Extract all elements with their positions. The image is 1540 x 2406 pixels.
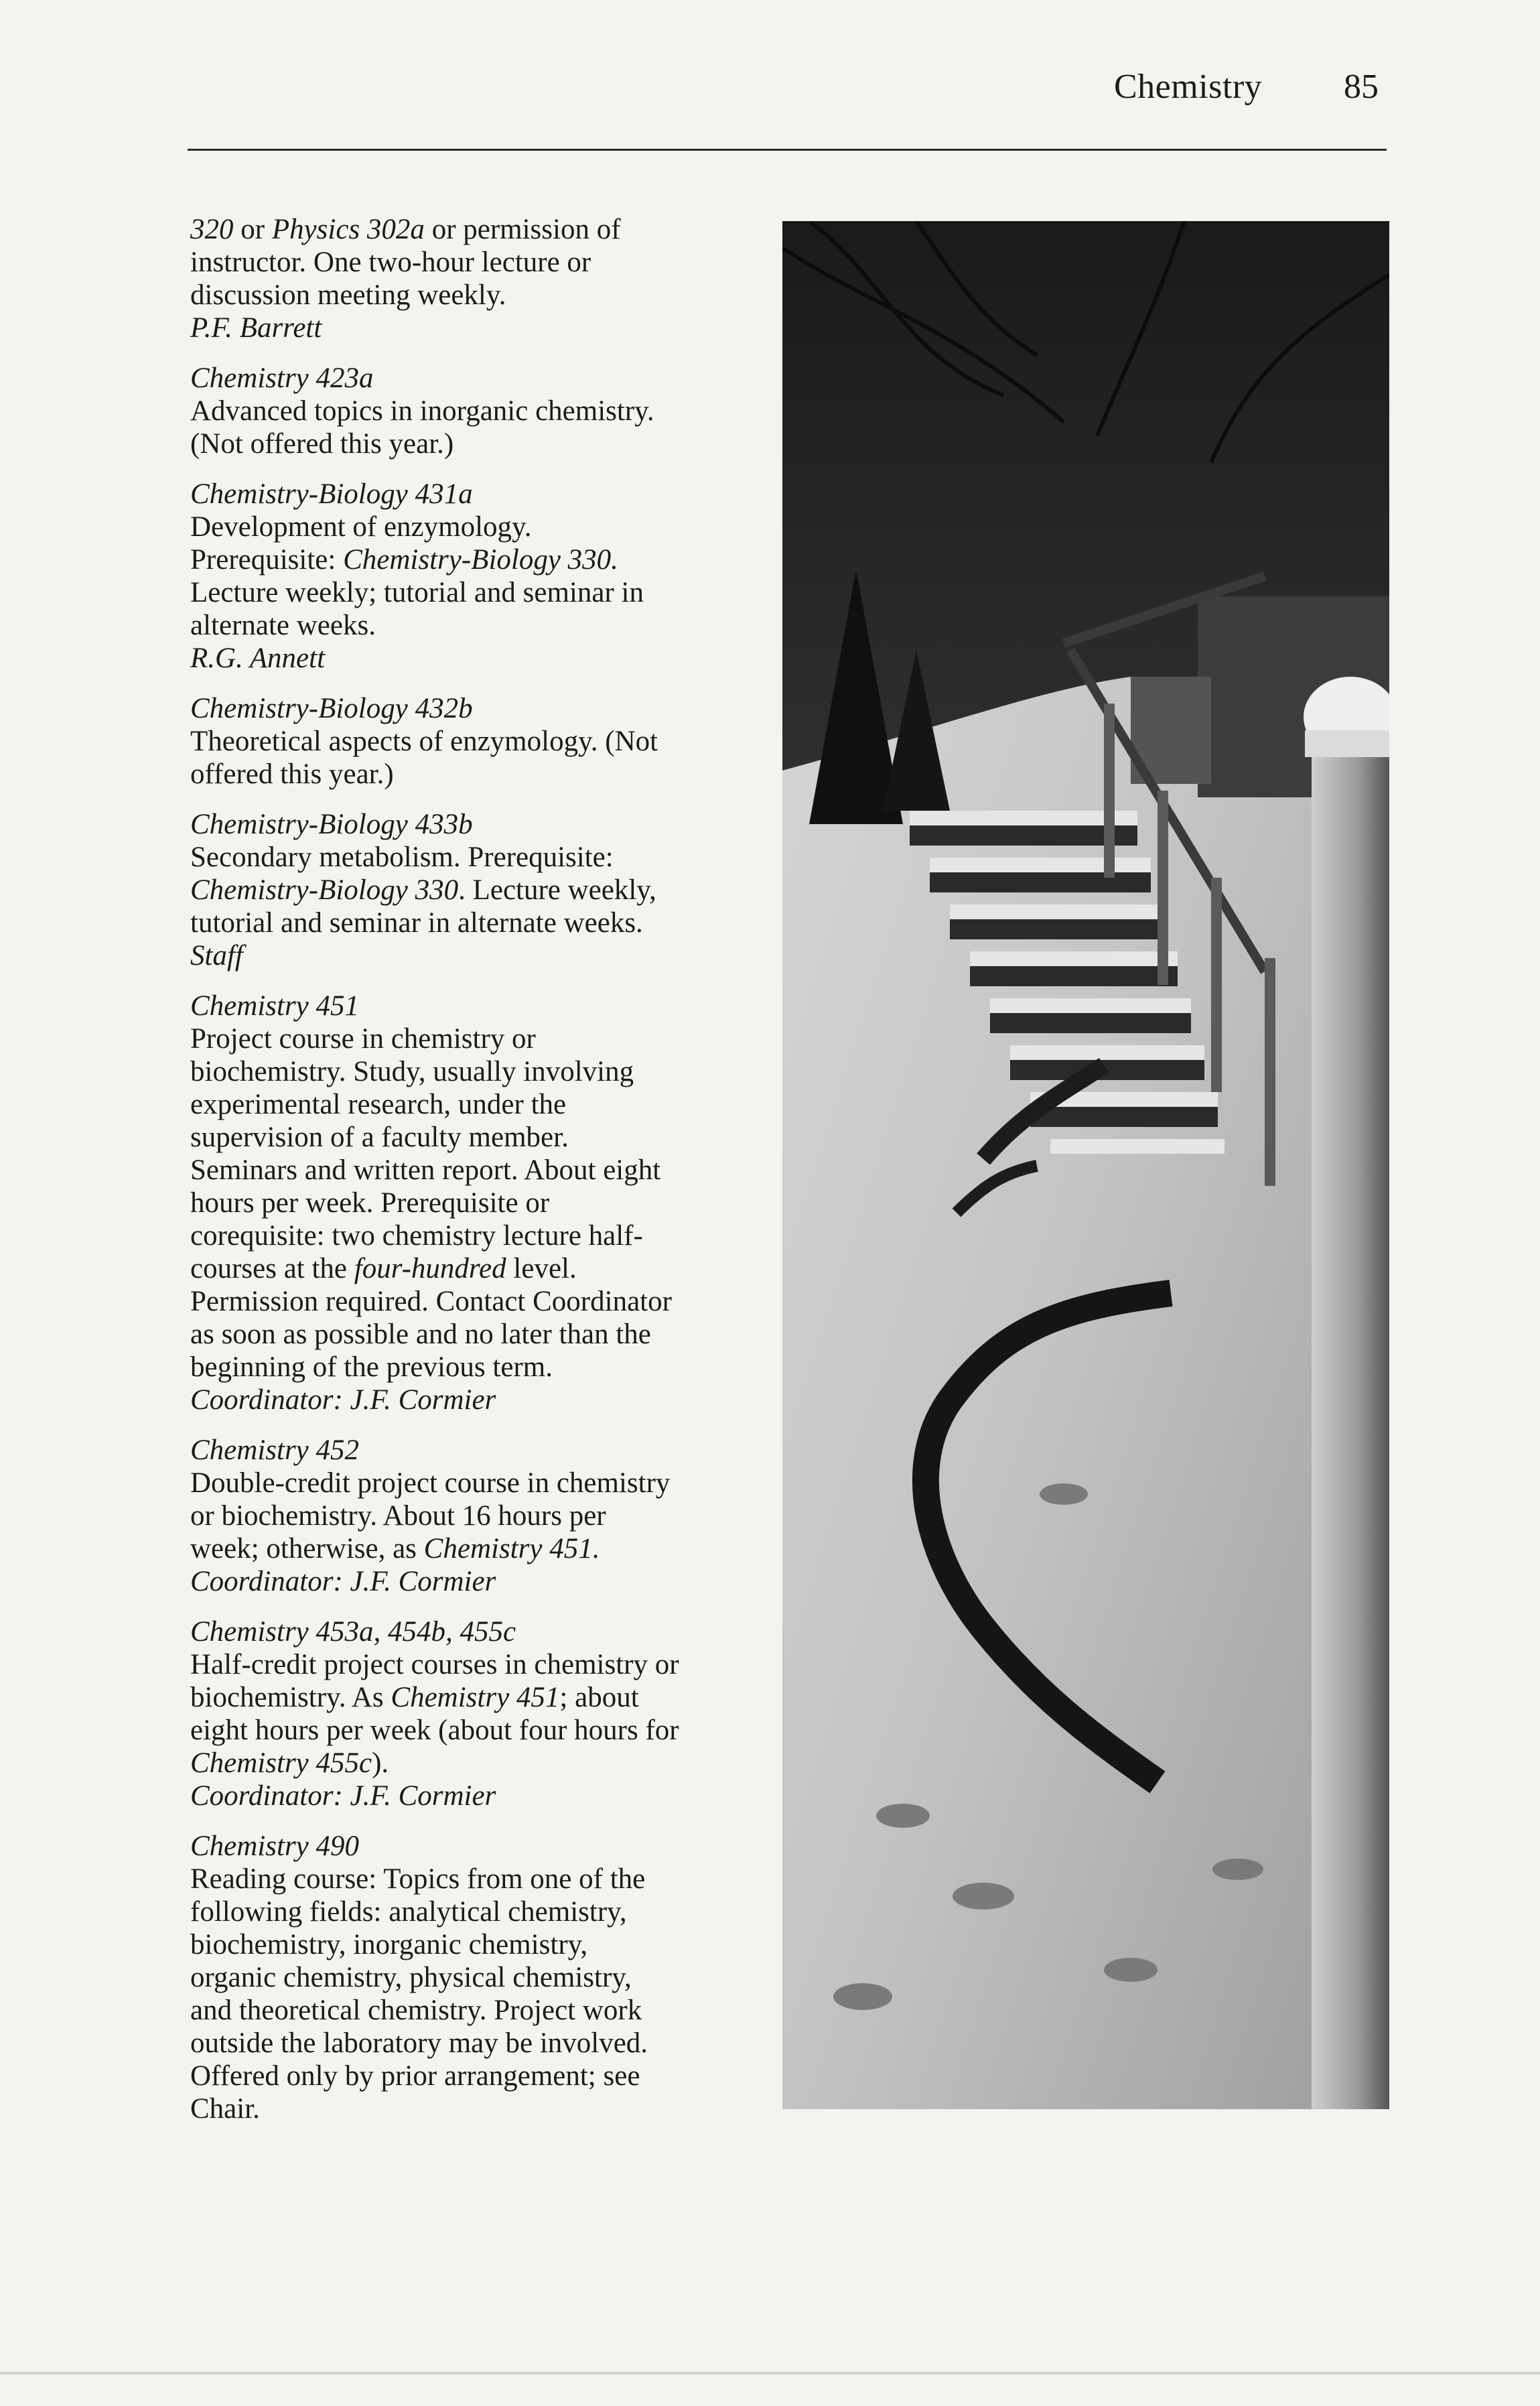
text-line <box>190 2092 780 2125</box>
text-line <box>190 427 780 460</box>
page-bottom-edge <box>0 2372 1540 2375</box>
text-line <box>190 1863 780 1895</box>
course-entry <box>190 1830 780 2125</box>
text-line <box>190 1351 780 1384</box>
italic-run: Chemistry 455c <box>190 1747 372 1779</box>
text-run: Secondary metabolism. Prerequisite: <box>190 842 614 873</box>
text-line <box>190 1747 780 1780</box>
text-line <box>190 939 780 972</box>
running-header-section: Chemistry <box>1114 68 1263 106</box>
text-run: following fields: analytical chemistry, <box>190 1896 627 1928</box>
italic-run: Coordinator: J.F. Cormier <box>190 1384 496 1416</box>
text-line <box>190 1895 780 1928</box>
text-run: Half-credit project courses in chemistry or <box>190 1649 679 1680</box>
text-line <box>190 576 780 609</box>
italic-run: Chemistry-Biology 432b <box>190 693 473 724</box>
photo-illustration <box>782 221 1389 2109</box>
text-line <box>190 1219 780 1252</box>
italic-run: Chemistry-Biology 330. <box>343 544 618 576</box>
header-rule <box>188 149 1387 151</box>
text-line <box>190 1681 780 1714</box>
text-run: or <box>233 214 272 245</box>
text-run: Chair. <box>190 2093 260 2125</box>
text-line <box>190 395 780 427</box>
text-run: eight hours per week (about four hours for <box>190 1715 679 1746</box>
text-run: Theoretical aspects of enzymology. (Not <box>190 726 658 757</box>
italic-run: Chemistry 453a, 454b, 455c <box>190 1616 516 1648</box>
text-run: as soon as possible and no later than the <box>190 1319 651 1350</box>
text-line <box>190 1961 780 1994</box>
text-run: ; about <box>559 1682 639 1713</box>
course-entry <box>190 478 780 675</box>
text-line <box>190 841 780 874</box>
text-line <box>190 1187 780 1219</box>
text-line <box>190 1384 780 1416</box>
text-run: corequisite: two chemistry lecture half- <box>190 1220 643 1252</box>
italic-run: four-hundred <box>354 1253 506 1284</box>
text-line <box>190 808 780 841</box>
text-line <box>190 362 780 395</box>
text-run: . Lecture weekly, <box>458 874 656 906</box>
text-run: Double-credit project course in chemistry <box>190 1467 671 1499</box>
text-run: tutorial and seminar in alternate weeks. <box>190 907 643 939</box>
text-run: Offered only by prior arrangement; see <box>190 2060 640 2092</box>
text-line <box>190 1994 780 2027</box>
text-line <box>190 1830 780 1863</box>
text-line <box>190 2060 780 2092</box>
italic-run: Chemistry-Biology 330 <box>190 874 459 906</box>
text-run: Project course in chemistry or <box>190 1023 536 1055</box>
text-line <box>190 874 780 907</box>
text-run: hours per week. Prerequisite or <box>190 1187 550 1219</box>
text-line <box>190 2027 780 2060</box>
italic-run: Chemistry 451. <box>423 1533 600 1564</box>
text-run: (Not offered this year.) <box>190 428 454 460</box>
text-line <box>190 1615 780 1648</box>
text-run: or permission of <box>424 214 621 245</box>
text-run: Lecture weekly; tutorial and seminar in <box>190 577 644 608</box>
text-line <box>190 907 780 939</box>
text-run: week; otherwise, as <box>190 1533 424 1564</box>
text-run: biochemistry. As <box>190 1682 391 1713</box>
text-line <box>190 1055 780 1088</box>
course-entry <box>190 1434 780 1598</box>
course-listing-column <box>190 213 780 2143</box>
text-run: level. <box>506 1253 577 1284</box>
italic-run: Chemistry 451 <box>391 1682 560 1713</box>
italic-run: P.F. Barrett <box>190 312 322 344</box>
text-line <box>190 1648 780 1681</box>
text-line <box>190 1252 780 1285</box>
text-line <box>190 1318 780 1351</box>
text-line <box>190 692 780 725</box>
text-line <box>190 1532 780 1565</box>
text-run: offered this year.) <box>190 758 394 790</box>
italic-run: Physics 302a <box>271 214 425 245</box>
text-run: Prerequisite: <box>190 544 344 576</box>
text-run: alternate weeks. <box>190 610 376 641</box>
text-run: and theoretical chemistry. Project work <box>190 1995 642 2026</box>
text-line <box>190 511 780 543</box>
text-line <box>190 1499 780 1532</box>
text-run: Development of enzymology. <box>190 511 532 543</box>
text-line <box>190 1434 780 1467</box>
text-line <box>190 1780 780 1812</box>
italic-run: Chemistry 452 <box>190 1434 360 1466</box>
winter-staircase-photo <box>782 221 1389 2109</box>
italic-run: Chemistry-Biology 431a <box>190 478 473 510</box>
text-line <box>190 609 780 642</box>
text-run: outside the laboratory may be involved. <box>190 2027 648 2059</box>
italic-run: Chemistry 490 <box>190 1830 360 1862</box>
text-run: biochemistry. Study, usually involving <box>190 1056 634 1087</box>
text-run: instructor. One two-hour lecture or <box>190 247 591 278</box>
text-run: biochemistry, inorganic chemistry, <box>190 1929 588 1960</box>
course-entry <box>190 1615 780 1812</box>
text-line <box>190 1714 780 1747</box>
text-run: beginning of the previous term. <box>190 1351 553 1383</box>
text-line <box>190 246 780 279</box>
text-run: organic chemistry, physical chemistry, <box>190 1962 632 1993</box>
text-line <box>190 1565 780 1598</box>
italic-run: Chemistry 423a <box>190 362 374 394</box>
text-line <box>190 642 780 675</box>
text-run: or biochemistry. About 16 hours per <box>190 1500 606 1532</box>
text-run: Permission required. Contact Coordinator <box>190 1286 672 1317</box>
text-line <box>190 312 780 344</box>
italic-run: Staff <box>190 940 243 972</box>
text-line <box>190 758 780 791</box>
course-entry <box>190 213 780 344</box>
text-run: experimental research, under the <box>190 1089 567 1120</box>
text-line <box>190 1154 780 1187</box>
course-entry <box>190 808 780 972</box>
text-line <box>190 1285 780 1318</box>
text-line <box>190 1088 780 1121</box>
text-run: Reading course: Topics from one of the <box>190 1863 646 1895</box>
text-line <box>190 279 780 312</box>
text-run: ). <box>372 1747 389 1779</box>
course-entry <box>190 692 780 791</box>
text-run: Advanced topics in inorganic chemistry. <box>190 395 654 427</box>
italic-run: 320 <box>190 214 234 245</box>
page-number: 85 <box>1344 68 1379 106</box>
text-run: courses at the <box>190 1253 354 1284</box>
italic-run: Coordinator: J.F. Cormier <box>190 1780 496 1812</box>
text-line <box>190 213 780 246</box>
course-entry <box>190 990 780 1416</box>
text-run: supervision of a faculty member. <box>190 1122 569 1153</box>
course-entry <box>190 362 780 460</box>
italic-run: R.G. Annett <box>190 643 326 674</box>
text-line <box>190 543 780 576</box>
text-line <box>190 990 780 1022</box>
text-line <box>190 1022 780 1055</box>
italic-run: Coordinator: J.F. Cormier <box>190 1566 496 1597</box>
text-line <box>190 1928 780 1961</box>
text-line <box>190 1467 780 1499</box>
text-line <box>190 1121 780 1154</box>
text-line <box>190 478 780 511</box>
text-line <box>190 725 780 758</box>
text-run: Seminars and written report. About eight <box>190 1154 661 1186</box>
italic-run: Chemistry 451 <box>190 990 360 1022</box>
text-run: discussion meeting weekly. <box>190 279 506 311</box>
italic-run: Chemistry-Biology 433b <box>190 809 473 840</box>
